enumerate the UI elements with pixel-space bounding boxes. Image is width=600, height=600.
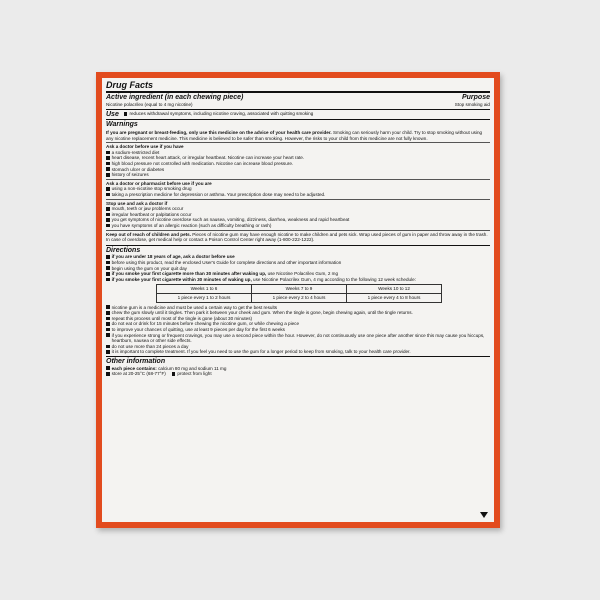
directions-list [106,254,490,282]
direction-item-bold: if you are under 18 years of age, ask a doctor before use [111,254,235,260]
other-item-text: calcium 80 mg and sodium 11 mg [156,365,227,371]
schedule-dose-cell: 1 piece every 1 to 2 hours [157,293,252,302]
ask-pharmacist-block [106,180,490,200]
direction-item-bold: if you smoke your first cigarette within 30 minutes of waking up, [111,276,252,282]
stop-use-item-text: irregular heartbeat or palpitations occur [111,211,192,217]
other-item-text: protect from light [177,371,212,377]
bullet-icon [106,187,110,191]
bullet-icon [172,372,176,376]
drug-facts-title: Drug Facts [106,80,490,93]
use-section [106,110,490,121]
use-text: reduces withdrawal symptoms, including nicotine craving, associated with quitting smoking [129,111,314,117]
bullet-icon [106,213,110,217]
stop-use-block [106,200,490,231]
keep-out-bold: Keep out of reach of children and pets. [106,231,191,237]
schedule-doses-row [157,293,442,302]
ask-doctor-item-text: high blood pressure not controlled with medication. Nicotine can increase blood pressure. [111,160,294,166]
ask-doctor-block [106,143,490,180]
stop-use-list [106,206,490,228]
drug-facts-panel [102,78,494,522]
keep-out-block [106,231,490,244]
direction-item-text: chew the gum slowly until it tingles. Then park it between your cheek and gum. When the tingle is gone, begin chewing again, until the tingle returns. [111,310,413,316]
pregnancy-warning [106,129,490,143]
ask-pharmacist-item [106,192,490,198]
bullet-icon [106,372,110,376]
bullet-icon [106,322,110,326]
bullet-icon [106,311,110,315]
stop-use-item-text: you get symptoms of nicotine overdose such as nausea, vomiting, dizziness, diarrhea, weakness and rapid heartbeat [111,217,350,223]
direction-item-text: to improve your chances of quitting, use at least 9 pieces per day for the first 6 weeks [111,326,285,332]
bullet-icon [106,317,110,321]
other-item-text: store at 20-25°C (68-77°F) [111,371,166,377]
drug-box [96,72,500,528]
ask-doctor-item-text: stomach ulcer or diabetes [111,166,165,172]
ask-doctor-heading: Ask a doctor before use if you have [106,144,184,150]
schedule-week-cell: Weeks 7 to 9 [252,285,347,294]
use-item [124,111,313,117]
ask-doctor-item-text: a sodium-restricted diet [111,149,160,155]
bullet-icon [106,272,110,276]
ask-pharmacist-item-text: using a non-nicotine stop smoking drug [111,186,192,192]
stop-use-item [106,223,490,229]
bullet-icon [106,193,110,197]
schedule-dose-cell: 1 piece every 4 to 8 hours [347,293,442,302]
keep-out-text: Pieces of nicotine gum may have enough nicotine to make children and pets sick. Wrap used pieces of gum in paper and throw away in the trash. In case of overdose, get medical help or contact a Poison Control Center right away (1-800-222-1222). [106,231,488,243]
warnings-heading: Warnings [106,121,138,129]
bullet-icon [106,255,110,259]
direction-item-text: if you experience strong or frequent cravings, you may use a second piece within the hour. However, do not continuously use one piece after another since this may cause you hiccups, heartburn, nausea or other side effects. [111,332,485,344]
pregnancy-warning-text: Smoking can seriously harm your child. Try to stop smoking without using any nicotine replacement medicine. This medicine is believed to be safer than smoking. However, the risks to your child from this medicine are not fully known. [106,130,483,141]
bullet-icon [106,224,110,228]
directions-heading: Directions [106,246,141,254]
bullet-icon [106,218,110,222]
directions-section [106,246,490,357]
direction-item [106,349,490,355]
bullet-icon [106,328,110,332]
direction-item [106,333,490,344]
bullet-icon [106,266,110,270]
bullet-icon [106,156,110,160]
bullet-icon [106,350,110,354]
continued-arrow-icon [480,512,488,518]
schedule-week-cell: Weeks 10 to 12 [347,285,442,294]
direction-item-text: do not eat or drink for 15 minutes before chewing the nicotine gum, or while chewing a piece [111,321,300,327]
ask-doctor-list [106,150,490,178]
bullet-icon [106,173,110,177]
schedule-dose-cell: 1 piece every 2 to 4 hours [252,293,347,302]
ingredient-text: Nicotine polacrilex (equal to 4 mg nicotine) [106,102,193,108]
bullet-icon [106,151,110,155]
bullet-icon [106,162,110,166]
direction-item-plain: use Nicotine Polacrilex Gum, 4 mg according to the following 12 week schedule: [251,276,416,282]
other-information-section [106,357,490,378]
warnings-section [106,120,490,245]
other-item [106,371,490,377]
dosing-schedule-table [156,284,442,302]
direction-item-text: nicotine gum is a medicine and must be used a certain way to get the best results [111,304,278,310]
bullet-icon [124,112,128,116]
direction-item-text: repeat this process until most of the tingle is gone (about 30 minutes) [111,315,253,321]
directions-list-2 [106,305,490,355]
direction-item-text: it is important to complete treatment. If you feel you need to use the gum for a longer period to keep from smoking, talk to your health care provider. [111,349,411,355]
ask-doctor-item-text: history of seizures [111,172,149,178]
ask-doctor-item [106,172,490,178]
stop-use-item-text: mouth, teeth or jaw problems occur [111,206,184,212]
ask-pharmacist-heading: Ask a doctor or pharmacist before use if you are [106,180,212,186]
direction-item-plain: before using this product, read the enclosed User's Guide for complete directions and other important information [111,259,342,265]
active-ingredient-row [106,102,490,110]
bullet-icon [106,345,110,349]
bullet-icon [106,305,110,309]
other-item-bold: each piece contains: [111,365,157,371]
active-ingredient-heading: Active ingredient (in each chewing piece) [106,94,244,102]
stop-use-item-text: you have symptoms of an allergic reaction (such as difficulty breathing or rash) [111,222,272,228]
bullet-icon [106,261,110,265]
other-information-heading: Other information [106,357,166,365]
schedule-week-cell: Weeks 1 to 6 [157,285,252,294]
direction-item-plain: begin using the gum on your quit day [111,265,187,271]
schedule-weeks-row [157,285,442,294]
active-ingredient-header [106,94,490,102]
purpose-heading: Purpose [461,94,490,102]
bullet-icon [106,366,110,370]
use-heading: Use [106,110,119,118]
direction-item [106,277,490,283]
bullet-icon [106,278,110,282]
direction-item-text [112,277,416,283]
ask-pharmacist-list [106,186,490,197]
purpose-text: Stop smoking aid [454,102,490,108]
direction-item-text: do not use more than 24 pieces a day [111,343,189,349]
bullet-icon [106,167,110,171]
direction-item-plain: use Nicotine Polacrilex Gum, 2 mg [266,271,339,277]
direction-item-bold: if you smoke your first cigarette more than 30 minutes after waking up, [111,271,267,277]
pregnancy-warning-bold: If you are pregnant or breast-feeding, only use this medicine on the advice of your health care provider. [106,130,332,135]
ask-doctor-item-text: heart disease, recent heart attack, or irregular heartbeat. Nicotine can increase your heart rate. [111,155,305,161]
ask-pharmacist-item-text: taking a prescription medicine for depression or asthma. Your prescription dose may need to be adjusted. [111,191,326,197]
stop-use-heading: Stop use and ask a doctor if [106,200,168,206]
bullet-icon [106,333,110,337]
bullet-icon [106,207,110,211]
